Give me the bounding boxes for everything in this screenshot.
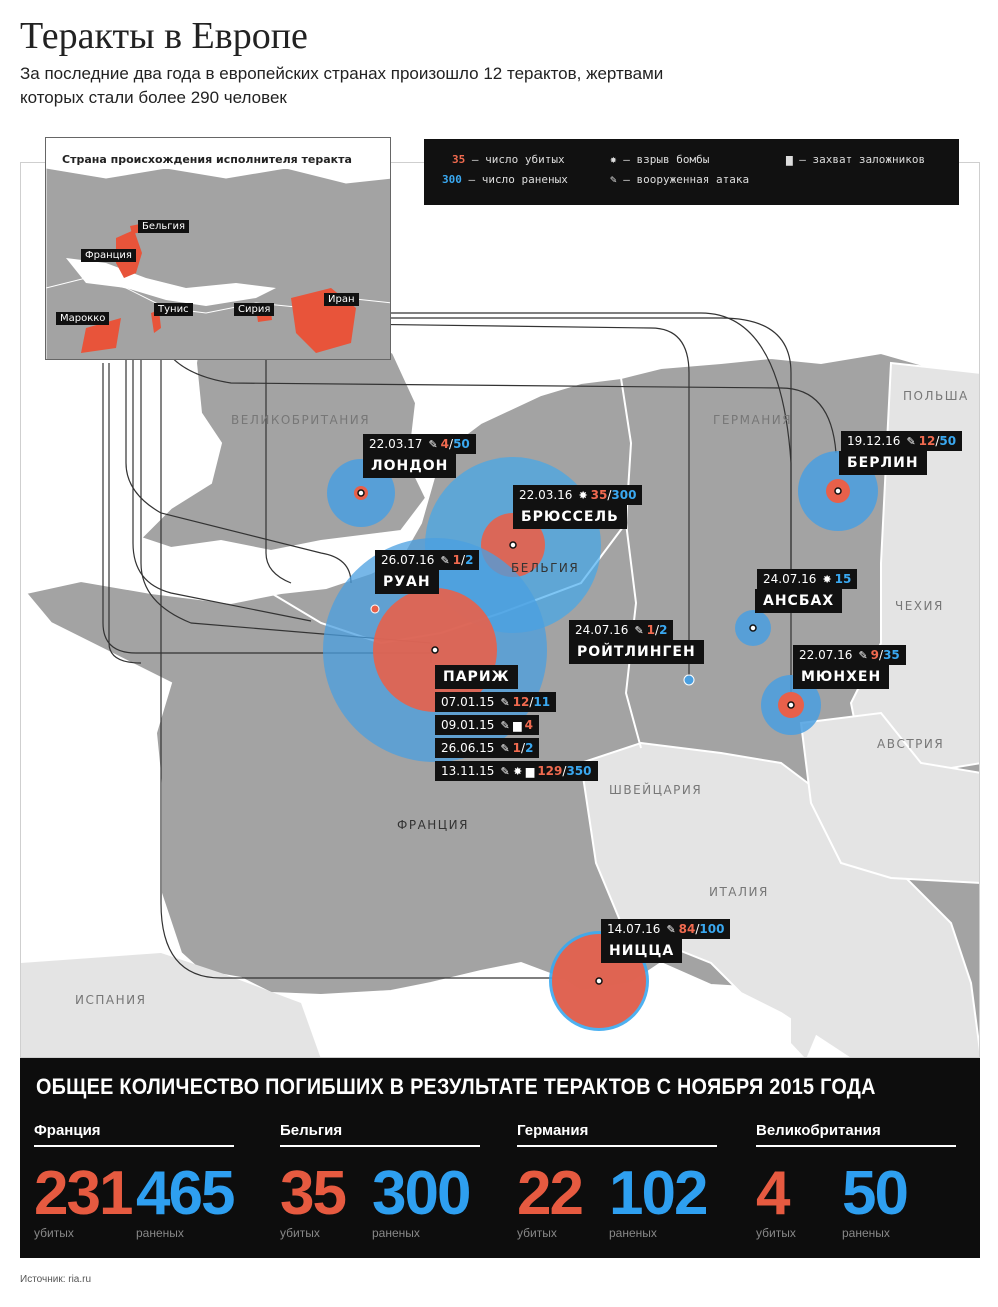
totals-country: Бельгия bbox=[280, 1122, 480, 1147]
event-paris-1: 07.01.15 ✎ 12/11 bbox=[435, 692, 556, 712]
event-rouen: 26.07.16 ✎ 1/2 bbox=[375, 550, 479, 570]
armed-bomb-hostage-icon: ✎ ✸ ▆ bbox=[500, 765, 535, 778]
totals-panel bbox=[20, 1058, 980, 1258]
killed-unit: убитых bbox=[280, 1226, 320, 1240]
label-belgium: БЕЛЬГИЯ bbox=[511, 561, 580, 575]
inset-tag-tunisia: Тунис bbox=[154, 303, 193, 316]
city-london: ЛОНДОН bbox=[363, 454, 456, 478]
wounded-count: 465 bbox=[136, 1159, 234, 1228]
wounded-unit: раненых bbox=[842, 1226, 890, 1240]
totals-title: ОБЩЕЕ КОЛИЧЕСТВО ПОГИБШИХ В РЕЗУЛЬТАТЕ ТЕРАКТОВ С НОЯБРЯ 2015 ГОДА bbox=[36, 1074, 876, 1099]
label-switzerland: ШВЕЙЦАРИЯ bbox=[609, 783, 703, 797]
label-italy: ИТАЛИЯ bbox=[709, 885, 769, 899]
armed-icon: ✎ bbox=[666, 923, 676, 936]
totals-germany bbox=[517, 1122, 717, 1240]
legend-killed-value: 35 bbox=[452, 153, 466, 166]
armed-icon: ✎ bbox=[440, 554, 450, 567]
armed-icon: ✎ bbox=[610, 173, 617, 186]
totals-france bbox=[34, 1122, 234, 1240]
wounded-count: 50 bbox=[842, 1159, 907, 1228]
totals-country: Франция bbox=[34, 1122, 234, 1147]
killed-count: 22 bbox=[517, 1159, 582, 1228]
wounded-count: 102 bbox=[609, 1159, 707, 1228]
bomb-icon: ✸ bbox=[578, 489, 588, 502]
armed-icon: ✎ bbox=[428, 438, 438, 451]
city-paris: ПАРИЖ bbox=[435, 665, 518, 689]
city-brussels: БРЮССЕЛЬ bbox=[513, 505, 627, 529]
killed-unit: убитых bbox=[517, 1226, 557, 1240]
totals-country: Великобритания bbox=[756, 1122, 956, 1147]
event-brussels: 22.03.16 ✸ 35/300 bbox=[513, 485, 642, 505]
label-germany: ГЕРМАНИЯ bbox=[713, 413, 793, 427]
wounded-unit: раненых bbox=[372, 1226, 420, 1240]
inset-tag-iran: Иран bbox=[324, 293, 359, 306]
armed-icon: ✎ bbox=[500, 696, 510, 709]
armed-icon: ✎ bbox=[634, 624, 644, 637]
totals-uk bbox=[756, 1122, 956, 1240]
city-munich: МЮНХЕН bbox=[793, 665, 889, 689]
totals-country: Германия bbox=[517, 1122, 717, 1147]
city-berlin: БЕРЛИН bbox=[839, 451, 927, 475]
label-uk: ВЕЛИКОБРИТАНИЯ bbox=[231, 413, 371, 427]
origin-inset-map bbox=[45, 137, 391, 360]
wounded-unit: раненых bbox=[609, 1226, 657, 1240]
bomb-icon: ✸ bbox=[610, 153, 617, 166]
inset-tag-belgium: Бельгия bbox=[138, 220, 189, 233]
bomb-icon: ✸ bbox=[822, 573, 832, 586]
legend-armed-label: – вооруженная атака bbox=[623, 173, 750, 186]
city-reutlingen: РОЙТЛИНГЕН bbox=[569, 640, 704, 664]
city-ansbach: АНСБАХ bbox=[755, 589, 842, 613]
event-reutlingen: 24.07.16 ✎ 1/2 bbox=[569, 620, 673, 640]
armed-hostage-icon: ✎ ▆ bbox=[500, 719, 522, 732]
legend-hostage-label: – захват заложников bbox=[799, 153, 926, 166]
killed-count: 4 bbox=[756, 1159, 789, 1228]
legend-wounded-label: – число раненых bbox=[468, 173, 568, 186]
inset-tag-france: Франция bbox=[81, 249, 136, 262]
label-spain: ИСПАНИЯ bbox=[75, 993, 147, 1007]
totals-belgium bbox=[280, 1122, 480, 1240]
legend bbox=[424, 139, 959, 205]
source-note: Источник: ria.ru bbox=[20, 1274, 92, 1285]
armed-icon: ✎ bbox=[858, 649, 868, 662]
label-poland: ПОЛЬША bbox=[903, 389, 969, 403]
wounded-count: 300 bbox=[372, 1159, 470, 1228]
page-title: Теракты в Европе bbox=[20, 15, 308, 57]
event-berlin: 19.12.16 ✎ 12/50 bbox=[841, 431, 962, 451]
city-nice: НИЦЦА bbox=[601, 939, 682, 963]
event-munich: 22.07.16 ✎ 9/35 bbox=[793, 645, 906, 665]
label-czech: ЧЕХИЯ bbox=[895, 599, 944, 613]
event-paris-4: 13.11.15 ✎ ✸ ▆ 129/350 bbox=[435, 761, 598, 781]
label-austria: АВСТРИЯ bbox=[877, 737, 945, 751]
hostage-icon: ▆ bbox=[786, 153, 793, 166]
inset-title: Страна происхождения исполнителя теракта bbox=[56, 150, 358, 169]
label-france: ФРАНЦИЯ bbox=[397, 818, 469, 832]
inset-tag-syria: Сирия bbox=[234, 303, 274, 316]
killed-count: 231 bbox=[34, 1159, 132, 1228]
legend-killed-label: – число убитых bbox=[471, 153, 565, 166]
event-ansbach: 24.07.16 ✸ 15 bbox=[757, 569, 857, 589]
killed-unit: убитых bbox=[756, 1226, 796, 1240]
legend-wounded-value: 300 bbox=[442, 173, 462, 186]
killed-unit: убитых bbox=[34, 1226, 74, 1240]
armed-icon: ✎ bbox=[906, 435, 916, 448]
event-nice: 14.07.16 ✎ 84/100 bbox=[601, 919, 730, 939]
wounded-unit: раненых bbox=[136, 1226, 184, 1240]
armed-icon: ✎ bbox=[500, 742, 510, 755]
event-paris-3: 26.06.15 ✎ 1/2 bbox=[435, 738, 539, 758]
city-rouen: РУАН bbox=[375, 570, 439, 594]
killed-count: 35 bbox=[280, 1159, 345, 1228]
event-london: 22.03.17 ✎ 4/50 bbox=[363, 434, 476, 454]
legend-bomb-label: – взрыв бомбы bbox=[623, 153, 710, 166]
page-subtitle: За последние два года в европейских странах произошло 12 терактов, жертвами которых стали более 290 человек bbox=[20, 64, 664, 107]
event-paris-2: 09.01.15 ✎ ▆ 4 bbox=[435, 715, 539, 735]
inset-tag-morocco: Марокко bbox=[56, 312, 109, 325]
